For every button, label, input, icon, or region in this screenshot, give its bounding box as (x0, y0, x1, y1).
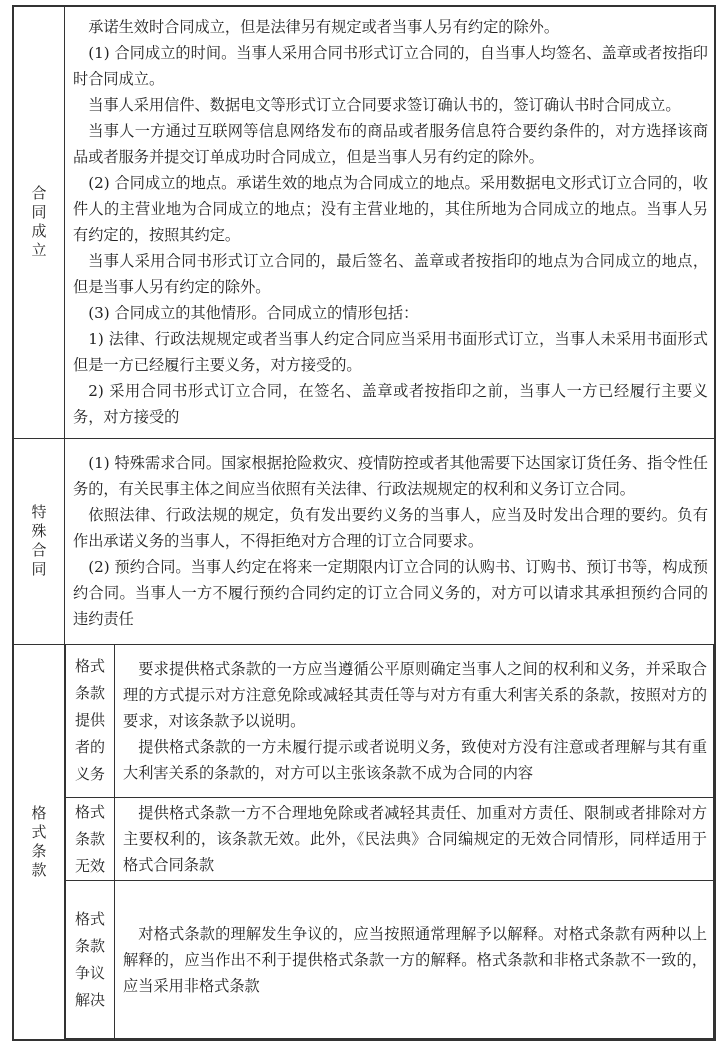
content-cell (65, 6, 716, 438)
subsection-row (66, 881, 714, 1039)
category-label: 合同成立 (31, 184, 47, 260)
subsection-label-cell (66, 645, 115, 798)
paragraph: 对格式条款的理解发生争议的，应当按照通常理解予以解释。对格式条款有两种以上解释的，应当作出不利于提供格式条款一方的解释。格式条款和非格式条款不一致的，应当采用非格式条款 (123, 924, 707, 995)
subsection-label: 格式条款提供者的义务 (74, 657, 105, 784)
content-cell (115, 881, 714, 1039)
category-cell (13, 644, 65, 1040)
paragraph: 2) 采用合同书形式订立合同，在签名、盖章或者按指印之前，当事人一方已经履行主要义务，对方接受的 (73, 382, 708, 427)
row-special-contract (13, 438, 715, 644)
paragraph: 当事人一方通过互联网等信息网络发布的商品或者服务信息符合要约条件的，对方选择该商品或者服务并提交订单成功时合同成立，但是当事人另有约定的除外。 (73, 122, 708, 167)
subsection-row (66, 798, 714, 881)
category-label: 格式条款 (31, 803, 47, 879)
paragraph: (2) 预约合同。当事人约定在将来一定期限内订立合同的认购书、订购书、预订书等，构成预约合同。当事人一方不履行预约合同约定的订立合同义务的，对方可以请求其承担预约合同的违约责任 (73, 558, 708, 628)
paragraph: 1) 法律、行政法规规定或者当事人约定合同应当采用书面形式订立，当事人未采用书面形式但是一方已经履行主要义务，对方接受的。 (73, 330, 708, 375)
paragraph: 当事人采用合同书形式订立合同的，最后签名、盖章或者按指印的地点为合同成立的地点，但是当事人另有约定的除外。 (73, 252, 708, 297)
paragraph: 提供格式条款的一方未履行提示或者说明义务，致使对方没有注意或者理解与其有重大利害关系的条款的，对方可以主张该条款不成为合同的内容 (123, 737, 707, 782)
category-cell (13, 6, 65, 438)
category-cell (13, 438, 65, 644)
paragraph: (2) 合同成立的地点。承诺生效的地点为合同成立的地点。采用数据电文形式订立合同的，收件人的主营业地为合同成立的地点；没有主营业地的，其住所地为合同成立的地点。当事人另有约定的，按照其约定。 (73, 174, 708, 245)
row-standard-terms (13, 644, 715, 1040)
subsection-table (65, 645, 714, 1040)
content-cell (115, 645, 714, 798)
subsection-row (66, 645, 714, 798)
row-contract-formation (13, 6, 715, 438)
paragraph: (1) 合同成立的时间。当事人采用合同书形式订立合同的，自当事人均签名、盖章或者按指印时合同成立。 (73, 44, 708, 89)
paragraph: 依照法律、行政法规的规定，负有发出要约义务的当事人，应当及时发出合理的要约。负有作出承诺义务的当事人，不得拒绝对方合理的订立合同要求。 (73, 506, 708, 550)
subsection-cell (65, 644, 716, 1040)
contract-formation-table (12, 5, 716, 1041)
content-cell (65, 438, 716, 644)
paragraph: 当事人采用信件、数据电文等形式订立合同要求签订确认书的，签订确认书时合同成立。 (88, 96, 681, 115)
paragraph: 承诺生效时合同成立，但是法律另有规定或者当事人另有约定的除外。 (88, 18, 559, 37)
subsection-label-cell (66, 798, 115, 881)
paragraph: 提供格式条款一方不合理地免除或者减轻其责任、加重对方责任、限制或者排除对方主要权利的，该条款无效。此外，《民法典》合同编规定的无效合同情形，同样适用于格式合同条款 (123, 804, 707, 874)
content-cell (115, 798, 714, 881)
subsection-label: 格式条款争议解决 (74, 909, 105, 1009)
subsection-label: 格式条款无效 (74, 802, 105, 875)
subsection-label-cell (66, 881, 115, 1039)
paragraph: 要求提供格式条款的一方应当遵循公平原则确定当事人之间的权利和义务，并采取合理的方式提示对方注意免除或减轻其责任等与对方有重大利害关系的条款，按照对方的要求，对该条款予以说明。 (123, 659, 707, 730)
paragraph: (3) 合同成立的其他情形。合同成立的情形包括： (88, 304, 419, 323)
category-label: 特殊合同 (31, 503, 47, 578)
paragraph: (1) 特殊需求合同。国家根据抢险救灾、疫情防控或者其他需要下达国家订货任务、指令性任务的，有关民事主体之间应当依照有关法律、行政法规规定的权利和义务订立合同。 (73, 454, 708, 498)
